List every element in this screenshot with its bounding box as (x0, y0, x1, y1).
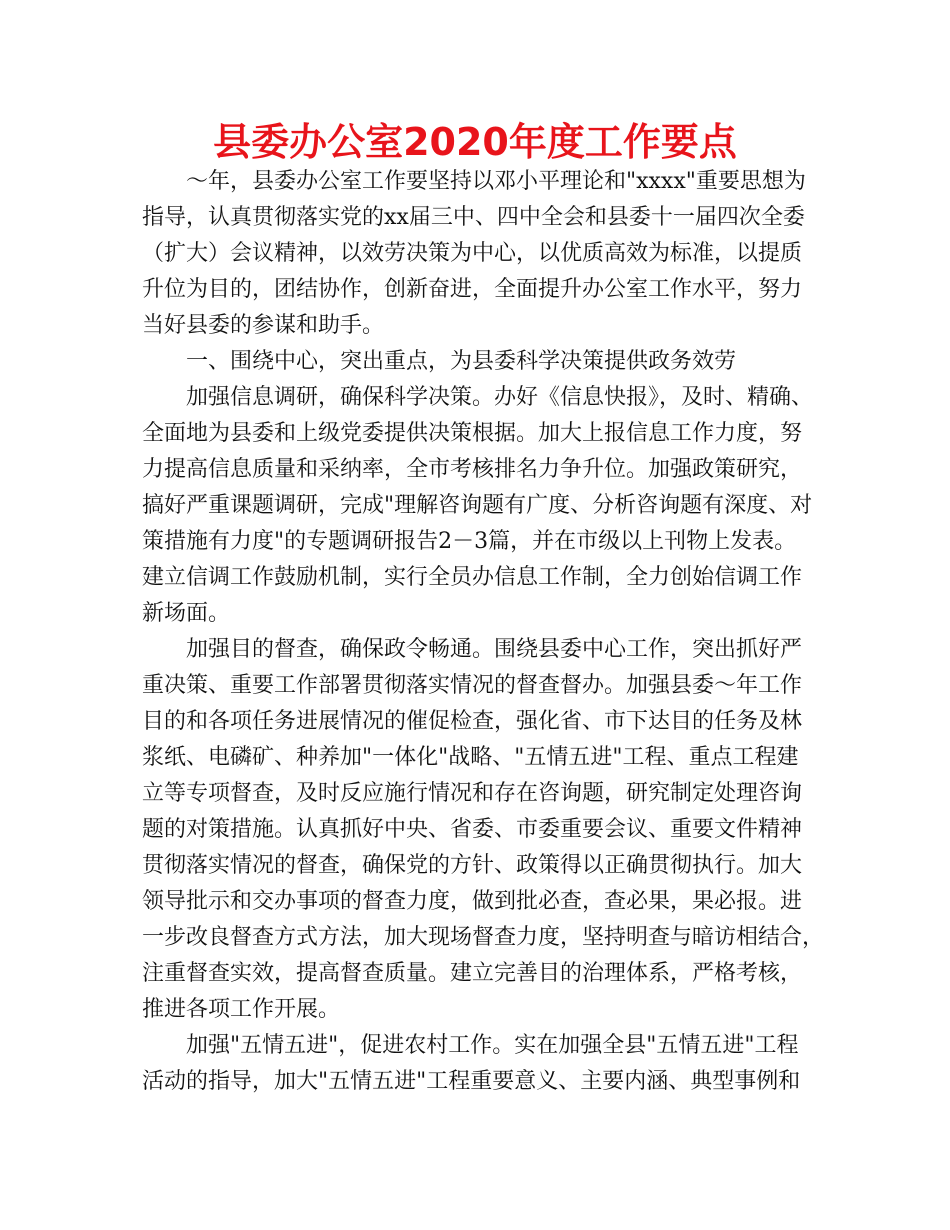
paragraph-line: 推进各项工作开展。 (142, 997, 341, 1022)
paragraph-line: 注重督查实效，提高督查质量。建立完善目的治理体系，严格考核， (142, 961, 803, 986)
paragraph-line: ～年，县委办公室工作要坚持以邓小平理论和"xxxx"重要思想为 (186, 169, 806, 194)
paragraph-line: 搞好严重课题调研，完成"理解咨询题有广度、分析咨询题有深度、对 (142, 493, 813, 518)
section-heading: 一、围绕中心，突出重点，为县委科学决策提供政务效劳 (186, 349, 737, 374)
paragraph-line: 建立信调工作鼓励机制，实行全员办信息工作制，全力创始信调工作 (142, 565, 803, 590)
document-title: 县委办公室2020年度工作要点 (213, 120, 737, 164)
paragraph-line: 加强"五情五进"，促进农村工作。实在加强全县"五情五进"工程 (186, 1033, 799, 1058)
paragraph-line: 当好县委的参谋和助手。 (142, 313, 385, 338)
paragraph-line: 题的对策措施。认真抓好中央、省委、市委重要会议、重要文件精神 (142, 817, 803, 842)
paragraph-line: 领导批示和交办事项的督查力度，做到批必查，查必果，果必报。进 (142, 889, 803, 914)
paragraph-line: 目的和各项任务进展情况的催促检查，强化省、市下达目的任务及林 (142, 709, 803, 734)
paragraph-line: 贯彻落实情况的督查，确保党的方针、政策得以正确贯彻执行。加大 (142, 853, 803, 878)
paragraph-line: 加强目的督查，确保政令畅通。围绕县委中心工作，突出抓好严 (186, 637, 803, 662)
paragraph-line: 重决策、重要工作部署贯彻落实情况的督查督办。加强县委～年工作 (142, 673, 803, 698)
paragraph-line: 浆纸、电磷矿、种养加"一体化"战略、"五情五进"工程、重点工程建 (142, 745, 799, 770)
paragraph-line: 力提高信息质量和采纳率，全市考核排名力争升位。加强政策研究， (142, 457, 803, 482)
paragraph-line: （扩大）会议精神，以效劳决策为中心，以优质高效为标准，以提质 (142, 241, 803, 266)
paragraph-line: 全面地为县委和上级党委提供决策根据。加大上报信息工作力度，努 (142, 421, 803, 446)
paragraph-line: 指导，认真贯彻落实党的xx届三中、四中全会和县委十一届四次全委 (142, 205, 805, 230)
paragraph-line: 立等专项督查，及时反应施行情况和存在咨询题，研究制定处理咨询 (142, 781, 803, 806)
paragraph-line: 活动的指导，加大"五情五进"工程重要意义、主要内涵、典型事例和 (142, 1069, 801, 1094)
paragraph-line: 加强信息调研，确保科学决策。办好《信息快报》，及时、精确、 (186, 385, 814, 410)
paragraph-line: 新场面。 (142, 601, 231, 626)
paragraph-line: 一步改良督查方式方法，加大现场督查力度，坚持明查与暗访相结合， (142, 925, 825, 950)
paragraph-line: 策措施有力度"的专题调研报告2－3篇，并在市级以上刊物上发表。 (142, 529, 797, 554)
paragraph-line: 升位为目的，团结协作，创新奋进，全面提升办公室工作水平，努力 (142, 277, 803, 302)
